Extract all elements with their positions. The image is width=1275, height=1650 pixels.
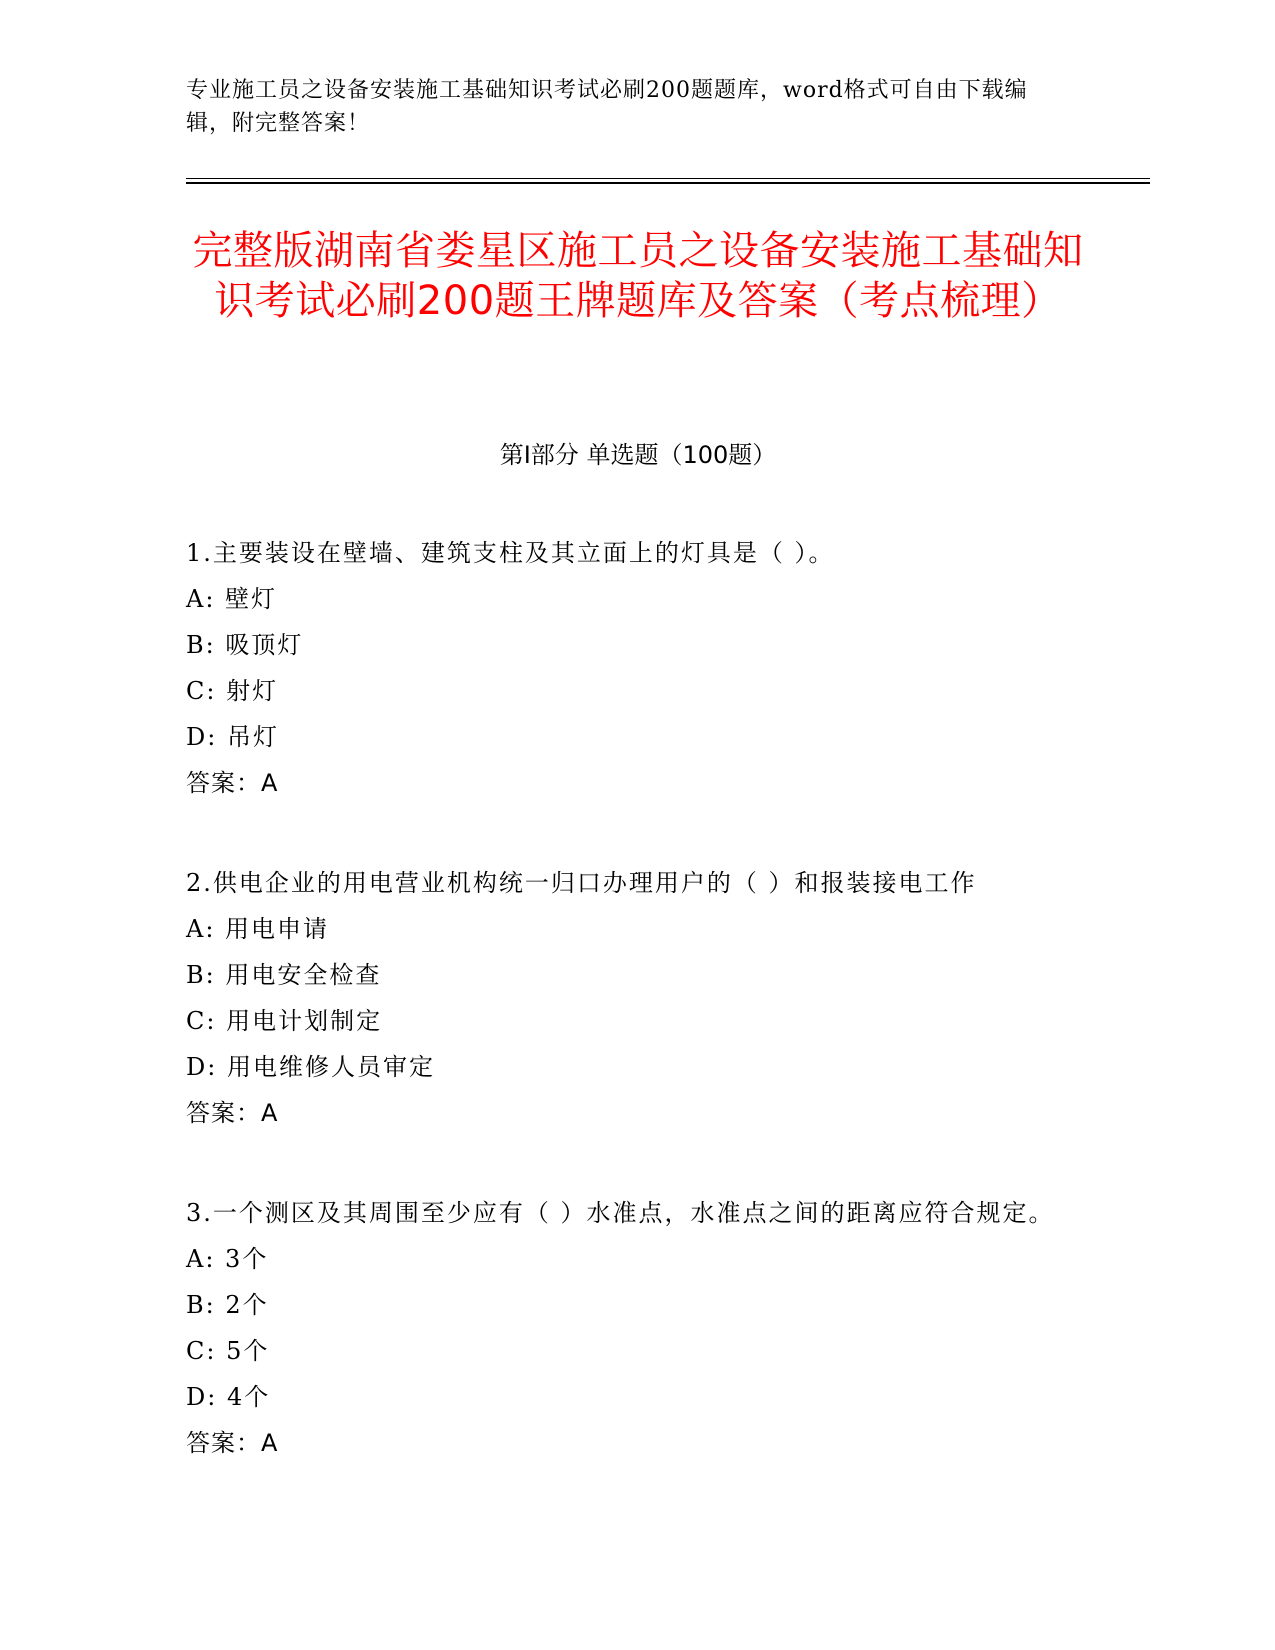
answer: 答案：A — [186, 1429, 279, 1457]
section-heading: 第Ⅰ部分 单选题（100题） — [499, 441, 777, 469]
document-title: 完整版湖南省娄星区施工员之设备安装施工基础知识考试必刷200题王牌题库及答案（考点梳理） — [192, 228, 1084, 324]
answer: 答案：A — [186, 1099, 279, 1127]
question-3 — [186, 1190, 1066, 1466]
answer: 答案：A — [186, 769, 279, 797]
option-b: B: 用电安全检查 — [186, 961, 382, 989]
option-c: C: 射灯 — [186, 677, 279, 705]
option-b: B: 2个 — [186, 1291, 269, 1319]
question-2 — [186, 860, 1066, 1136]
option-c: C: 5个 — [186, 1337, 270, 1365]
header-divider-thin — [186, 178, 1150, 179]
question-1 — [186, 530, 1066, 806]
option-d: D: 4个 — [186, 1383, 271, 1411]
option-b: B: 吸顶灯 — [186, 631, 304, 659]
option-a: A: 壁灯 — [186, 585, 278, 613]
option-d: D: 用电维修人员审定 — [186, 1053, 435, 1081]
question-stem: 2.供电企业的用电营业机构统一归口办理用户的（ ）和报装接电工作 — [186, 869, 977, 897]
option-a: A: 用电申请 — [186, 915, 330, 943]
question-stem: 3.一个测区及其周围至少应有（ ）水准点，水准点之间的距离应符合规定。 — [186, 1199, 1055, 1227]
header-note: 专业施工员之设备安装施工基础知识考试必刷200题题库，word格式可自由下载编辑，附完整答案！ — [186, 78, 1028, 136]
header-divider-thick — [186, 182, 1150, 184]
option-a: A: 3个 — [186, 1245, 269, 1273]
question-stem: 1.主要装设在壁墙、建筑支柱及其立面上的灯具是（ ）。 — [186, 539, 835, 567]
question-list — [186, 530, 1066, 1520]
option-c: C: 用电计划制定 — [186, 1007, 383, 1035]
option-d: D: 吊灯 — [186, 723, 279, 751]
